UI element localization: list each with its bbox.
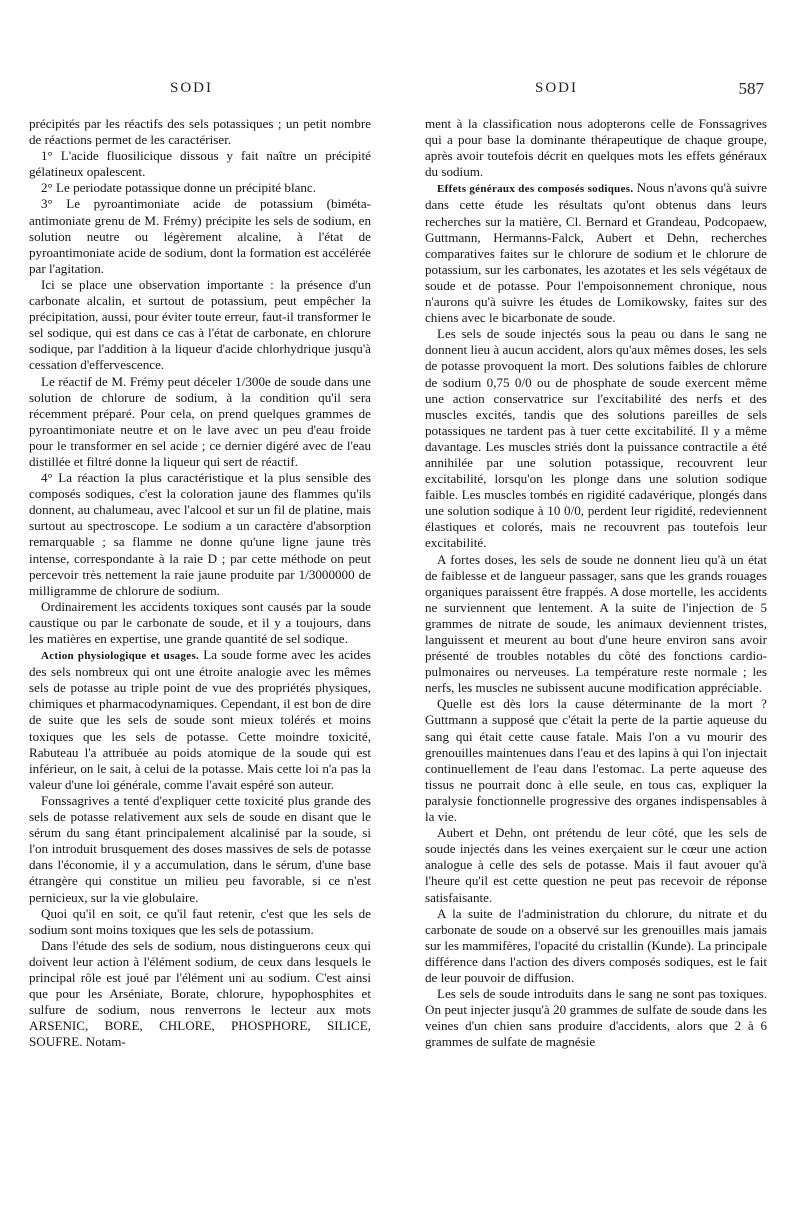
paragraph: 3° Le pyroantimoniate acide de potassium (biméta-antimoniate grenu de M. Frémy) précipite les sels de sodium, en solution neutre ou légèrement alcaline, à l'état de pyroantimoniate acide de sodium, dont la formation est accélérée par l'agitation. — [29, 196, 371, 276]
paragraph: Le réactif de M. Frémy peut déceler 1/300e de soude dans une solution de chlorure de sodium, à la condition qu'il sera récemment préparé. Pour cela, on prend quelques grammes de pyroantimoniate neutre et on le lave avec un peu d'eau froide pour le transformer en sel acide ; ce dernier digéré avec de l'eau distillée et filtré donne la liqueur qui sert de réactif. — [29, 373, 371, 469]
paragraph: 1° L'acide fluosilicique dissous y fait naître un précipité gélatineux opalescent. — [29, 148, 371, 180]
paragraph: A fortes doses, les sels de soude ne donnent lieu qu'à un état de faiblesse et de langueur passager, sans que les grands rouages organiques paraissent être frappés. A dose mortelle, les accidents ne surviennent que lentement. A la suite de l'injection de 5 grammes de nitrate de soude, les animaux deviennent tristes, languissent et meurent au bout d'une heure environ sans avoir présenté de troubles notables du côté des fonctions cardio-pulmonaires ou nerveuses. La température reste normale ; les nerfs, les muscles ne subissent aucune modification appréciable. — [425, 551, 767, 696]
paragraph: Les sels de soude injectés sous la peau ou dans le sang ne donnent lieu à aucun accident, alors qu'aux mêmes doses, les sels de potasse provoquent la mort. Des solutions faibles de chlorure de sodium 0,75 0/0 ou de phosphate de soude exercent même une action conservatrice sur l'excitabilité des nerfs et des muscles excités, tandis que des solutions pareilles de sels potassiques ne tardent pas à tuer cette excitabilité. Il y a même davantage. Les muscles striés dont la puissance contractile a été annihilée par une solution potassique, recouvrent leur excitabilité, lorsqu'on les plonge dans une solution sodique faible. Les muscles tombés en rigidité cadavérique, plongés dans une solution sodique à 10 0/0, perdent leur rigidité, redeviennent élastiques et colorés, mais ne recouvrent pas toutefois leur excitabilité. — [425, 326, 767, 551]
page-number: 587 — [738, 79, 764, 98]
paragraph: ment à la classification nous adopterons celle de Fonssagrives qui a pour base la dominante thérapeutique de chaque groupe, après avoir toutefois décrit en quelques mots les effets généraux du sodium. — [425, 116, 767, 180]
right-running-head: SODI — [535, 80, 579, 96]
paragraph: Ici se place une observation importante : la présence d'un carbonate alcalin, et surtout de potassium, peut empêcher la précipitation, aussi, pour éviter toute erreur, faut-il transformer le sel sodique, qui est dans ce cas à l'état de carbonate, en chlorure sodique, par l'addition à la liqueur d'acide chlorhydrique jusqu'à cessation d'effervescence. — [29, 276, 371, 373]
section-paragraph-action-physiologique: Action physiologique et usages. La soude forme avec les acides des sels nombreux qui ont une étroite analogie avec les mêmes sels de potasse au triple point de vue des propriétés physiques, chimiques et pharmacodynamiques. Cependant, il est bon de dire de suite que les sels de soude sont mieux tolérés et moins toxiques que les sels de potasse. Cette moindre toxicité, Rabuteau l'a attribuée au poids atomique de la soude qui est inférieur, on le sait, à celui de la potasse. Mais cette loi n'a pas la valeur d'une loi générale, comme l'avait espéré son auteur. — [29, 647, 371, 792]
paragraph: Aubert et Dehn, ont prétendu de leur côté, que les sels de soude injectés dans les veines exerçaient sur le cœur une action analogue à celle des sels de potasse. Mais il faut avouer qu'à l'heure qu'il est cette question ne peut pas recevoir de réponse satisfaisante. — [425, 825, 767, 905]
paragraph: Ordinairement les accidents toxiques sont causés par la soude caustique ou par le carbonate de soude, et il y a toujours, dans les matières en expertise, une grande quantité de sel sodique. — [29, 598, 371, 646]
paragraph: 4° La réaction la plus caractéristique et la plus sensible des composés sodiques, c'est la coloration jaune des flammes qu'ils donnent, au chalumeau, avec l'alcool et sur un fil de platine, mais surtout au spectroscope. Le sodium a un caractère d'absorption remarquable ; sa flamme ne donne qu'une ligne jaune très intense, correspondante à la raie D ; par cette méthode on peut percevoir très nettement la raie jaune produite par 1/3000000 de milligramme de chlorure de sodium. — [29, 470, 371, 598]
paragraph: Les sels de soude introduits dans le sang ne sont pas toxiques. On peut injecter jusqu'à 20 grammes de sulfate de soude dans les veines d'un chien sans produire d'accidents, alors que 2 à 6 grammes de sulfate de magnésie — [425, 986, 767, 1050]
left-running-head: SODI — [170, 80, 214, 96]
paragraph: A la suite de l'administration du chlorure, du nitrate et du carbonate de soude on a observé sur les grenouilles mais jamais sur les mammifères, l'opacité du cristallin (Kunde). La principale différence dans l'action des divers composés sodiques, est le fait de leur pouvoir de diffusion. — [425, 905, 767, 985]
right-text-column — [425, 116, 767, 1050]
paragraph: Dans l'étude des sels de sodium, nous distinguerons ceux qui doivent leur action à l'élément sodium, de ceux dans lesquels le principal rôle est joué par l'élément uni au sodium. C'est ainsi que pour les Arséniate, Borate, chlorure, hypophosphites et sulfure de sodium, nous renverrons le lecteur aux mots ARSENIC, BORE, CHLORE, PHOSPHORE, SILICE, SOUFRE. Notam- — [29, 937, 371, 1050]
paragraph: Quoi qu'il en soit, ce qu'il faut retenir, c'est que les sels de sodium sont moins toxiques que les sels de potassium. — [29, 905, 371, 937]
paragraph: précipités par les réactifs des sels potassiques ; un petit nombre de réactions permet de les caractériser. — [29, 116, 371, 148]
section-heading: Action physiologique et usages. — [41, 650, 200, 663]
paragraph: 2° Le periodate potassique donne un précipité blanc. — [41, 180, 317, 196]
left-text-column — [29, 116, 371, 1050]
paragraph: Fonssagrives a tenté d'expliquer cette toxicité plus grande des sels de potasse relativement aux sels de soude en disant que le sérum du sang étant principalement alcalinisé par la soude, si l'on introduit brusquement des doses massives de sels de potasse dans l'économie, il y a accumulation, dans le sérum, d'une base étrangère qui constitue un milieu peu favorable, si ce n'est pernicieux, sur la vie globulaire. — [29, 792, 371, 905]
section-paragraph-effets-generaux: Effets généraux des composés sodiques. Nous n'avons qu'à suivre dans cette étude les résultats qu'ont obtenus dans leurs recherches sur la matière, Cl. Bernard et Grandeau, Podcopaew, Guttmann, Hermanns-Falck, Aubert et Dehn, recherches comparatives faites sur le chlorure de sodium et le chlorure de potassium, sur les carbonates, les azotates et les sels végétaux de soude et de potasse. Pour l'empoisonnement chronique, nous n'aurons qu'à suivre les études de Lomikowsky, faites sur des chiens avec le bicarbonate de soude. — [425, 180, 767, 326]
paragraph: Quelle est dès lors la cause déterminante de la mort ? Guttmann a supposé que c'était la perte de la partie aqueuse du sang qui était cette cause fatale. Mais l'on a vu mourir des grenouilles maintenues dans l'eau et des lapins à qui l'on injectait continuellement de l'eau dans l'estomac. La perte aqueuse des tissus ne pourrait donc à elle seule, en tous cas, expliquer la paralysie fonctionnelle progressive des organes indispensables à la vie. — [425, 696, 767, 825]
section-heading: Effets généraux des composés sodiques. — [437, 183, 634, 196]
